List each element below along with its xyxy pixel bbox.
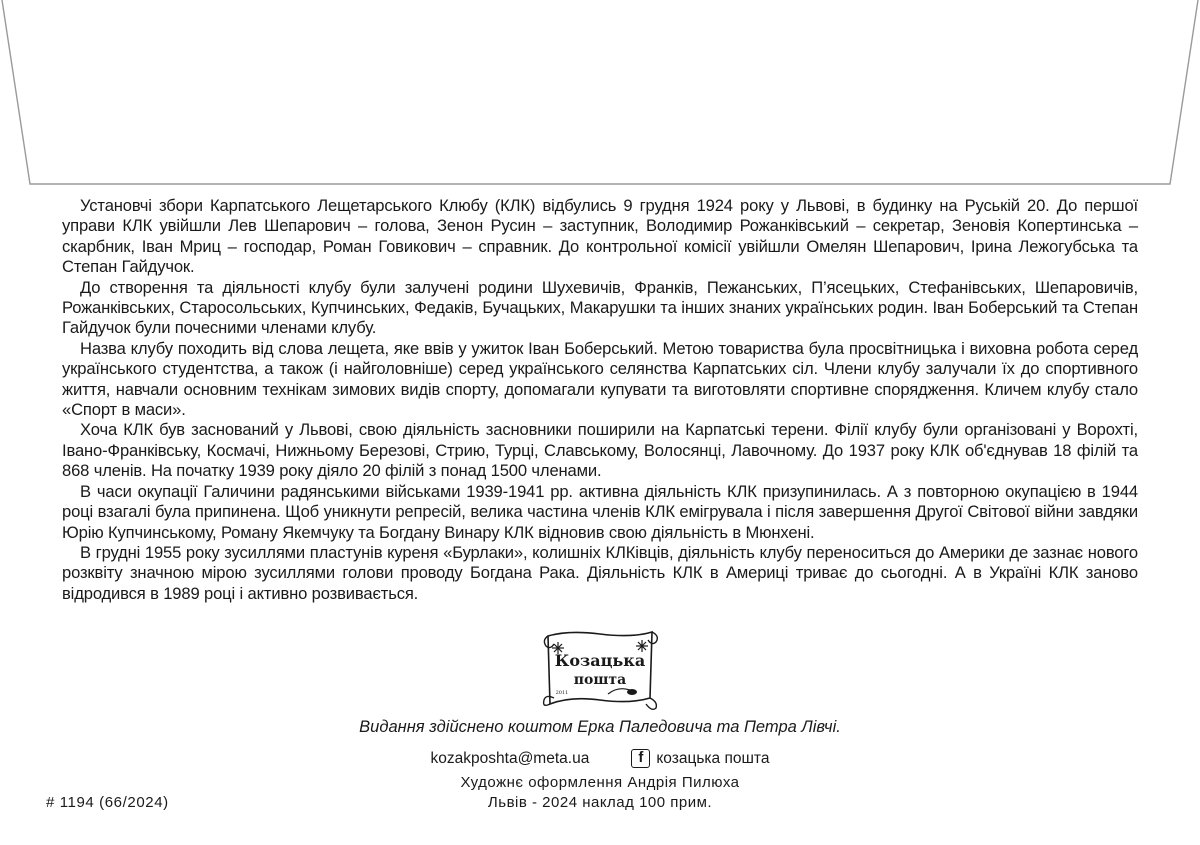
email-link[interactable]: kozakposhta@meta.ua <box>430 749 590 767</box>
history-text <box>62 196 1138 604</box>
envelope-flap-outline <box>0 0 1200 190</box>
contacts-line <box>0 749 1200 768</box>
paragraph-name-origin: Назва клубу походить від слова лещета, яке ввів у ужиток Іван Боберський. Метою товариства була просвітницька і виховна робота серед українського студентства, а також (і найголовніше) серед українського селянства Карпатських сіл. Члени клубу залучали їх до спортивного життя, навчали основним технікам зимових видів спорту, допомагали купувати та виготовляти спортивне спорядження. Кличем клубу стало «Спорт в маси». <box>62 338 1138 420</box>
cossack-post-logo <box>538 628 662 712</box>
logo-year: 2011 <box>555 690 569 696</box>
paragraph-founding: Установчі збори Карпатського Лещетарського Клюбу (КЛК) відбулись 9 грудня 1924 року у Львові, в будинку на Руській 20. До першої управи КЛК увійшли Лев Шепарович – голова, Зенон Русин – заступник, Володимир Рожанківський – секретар, Зеновія Копертинська – скарбник, Іван Мриц – господар, Роман Говикович – справник. До контрольної комісії увійшли Омелян Шепарович, Ірина Лежогубська та Степан Гайдучок. <box>62 196 1138 277</box>
catalog-number: # 1194 (66/2024) <box>46 794 169 811</box>
facebook-icon <box>631 749 650 768</box>
paragraph-occupation: В часи окупації Галичини радянськими військами 1939-1941 рр. активна діяльність КЛК призупинилась. А з повторною окупацією в 1944 році взагалі була припинена. Щоб уникнути репресій, велика частина членів КЛК емігрувала і після завершення Другої Світової війни завдяки Юрію Купчинському, Роману Якемчуку та Богдану Винару КЛК відновив свою діяльність в Мюнхені. <box>62 481 1138 542</box>
facebook-name[interactable]: козацька пошта <box>656 749 770 767</box>
paragraph-families: До створення та діяльності клубу були залучені родини Шухевичів, Франків, Пежанських, П’ясецьких, Стефанівських, Шепаровичів, Рожанківських, Старосольських, Купчинських, Федаків, Бучацьких, Макарушки та інших знаних українських родин. Іван Боберський та Степан Гайдучок були почесними членами клубу. <box>62 277 1138 338</box>
logo-title-line2: пошта <box>573 672 627 688</box>
paragraph-america: В грудні 1955 року зусиллями пластунів куреня «Бурлаки», колишніх КЛКівців, діяльність клубу переноситься до Америки де зазнає нового розквіту значною мірою зусиллями голови проводу Богдана Рака. Діяльність КЛК в Америці триває до сьогодні. А в Україні КЛК заново відродився в 1989 році і активно розвивається. <box>62 542 1138 603</box>
paragraph-branches: Хоча КЛК був заснований у Львові, свою діяльність засновники поширили на Карпатські терени. Філії клубу були організовані у Ворохті, Івано-Франківську, Космачі, Нижньому Березові, Стрию, Турці, Славському, Волосянці, Лавочному. До 1937 року КЛК об'єднував 18 філій та 868 членів. На початку 1939 року діяло 20 філій з понад 1500 членами. <box>62 420 1138 481</box>
imprint-line: Львів - 2024 наклад 100 прим. <box>487 794 713 811</box>
logo-title-line1: Козацька <box>554 651 646 670</box>
funding-note: Видання здійснено коштом Ерка Паледовича та Петра Лівчі. <box>359 718 841 736</box>
design-credit: Художнє оформлення Андрія Пилюха <box>460 774 740 791</box>
